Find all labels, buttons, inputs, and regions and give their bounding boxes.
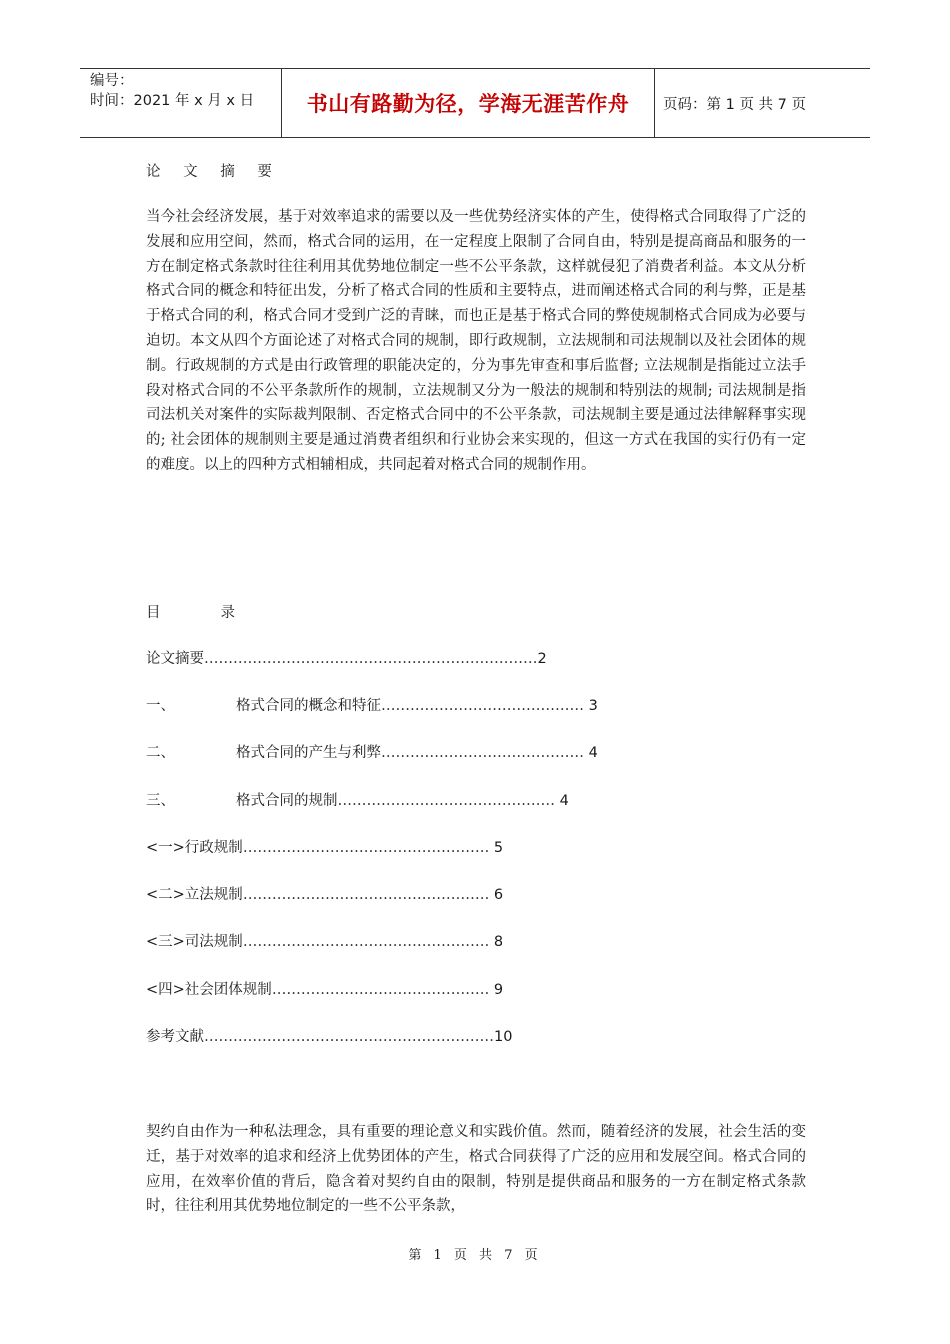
toc-entry-leader: ……………………………………………………	[204, 1029, 494, 1045]
body-paragraph: 契约自由作为一种私法理念，具有重要的理论意义和实践价值。然而，随着经济的发展，社会生活的变迁，基于对效率的追求和经济上优势团体的产生，格式合同获得了广泛的应用和发展空间。格式合同的应用，在效率价值的背后，隐含着对契约自由的限制，特别是提供商品和服务的一方在制定格式条款时，往往利用其优势地位制定的一些不公平条款，	[146, 1124, 806, 1215]
toc-entry-page: 5	[489, 840, 504, 856]
toc-entry	[146, 978, 503, 1002]
toc-entry-leader: ……………………………………………………………	[204, 651, 538, 667]
toc-entry-title: 论文摘要	[146, 651, 204, 667]
toc-title-right: 录	[220, 605, 235, 621]
toc-entry-number: 一、	[146, 698, 175, 714]
toc-title	[146, 601, 235, 622]
toc-entry-page: 8	[489, 934, 504, 950]
toc-entry-leader: ……………………………………………	[242, 934, 490, 950]
toc-entry-title: 格式合同的概念和特征	[236, 698, 381, 714]
toc-entry-page: 9	[489, 982, 504, 998]
toc-title-left: 目	[146, 605, 161, 621]
toc-entry	[146, 694, 598, 718]
toc-entry-title: 格式合同的产生与利弊	[236, 745, 381, 761]
toc-entry-leader: ………………………………………	[337, 793, 555, 809]
toc-entry-number: 三、	[146, 793, 175, 809]
toc-entry-title: <四>社会团体规制	[146, 982, 272, 998]
page-header	[80, 68, 870, 138]
motto: 书山有路勤为径，学海无涯苦作舟	[282, 69, 655, 137]
abstract-title: 论 文 摘 要	[146, 164, 281, 180]
toc-entry	[146, 883, 503, 907]
toc-entry-page: 4	[584, 745, 598, 761]
toc-entry-page: 6	[489, 887, 504, 903]
header-left-cell	[80, 69, 282, 137]
toc-entry-page: 4	[555, 793, 569, 809]
toc-entry	[146, 930, 503, 954]
toc-entry-leader: ……………………………………	[381, 745, 584, 761]
toc-entry	[146, 741, 598, 765]
toc-entry	[146, 789, 569, 813]
toc-entry-title: <三>司法规制	[146, 934, 243, 950]
toc-entry	[146, 647, 547, 671]
toc-entry-leader: ……………………………………	[381, 698, 584, 714]
toc-entry-number: 二、	[146, 745, 175, 761]
time-label: 时间：2021 年 x 月 x 日	[90, 93, 255, 109]
toc-entry-title: <一>行政规制	[146, 840, 243, 856]
toc-entry-page: 10	[494, 1029, 513, 1045]
toc-entry	[146, 836, 503, 860]
page-code: 页码：第 1 页 共 7 页	[663, 96, 806, 113]
page-footer: 第 1 页 共 7 页	[408, 1248, 542, 1263]
toc-entry-leader: ……………………………………………	[242, 840, 490, 856]
number-label: 编号：	[90, 73, 134, 89]
abstract-body: 当今社会经济发展，基于对效率追求的需要以及一些优势经济实体的产生，使得格式合同取得了广泛的发展和应用空间，然而，格式合同的运用，在一定程度上限制了合同自由，特别是提高商品和服务的一方在制定格式条款时往往利用其优势地位制定一些不公平条款，这样就侵犯了消费者利益。本文从分析格式合同的概念和特征出发，分析了格式合同的性质和主要特点，进而阐述格式合同的利与弊，正是基于格式合同的利，格式合同才受到广泛的青睐，而也正是基于格式合同的弊使规制格式合同成为必要与迫切。本文从四个方面论述了对格式合同的规制，即行政规制，立法规制和司法规制以及社会团体的规制。行政规制的方式是由行政管理的职能决定的，分为事先审查和事后监督; 立法规制是指能过立法手段对格式合同的不公平条款所作的规制，立法规制又分为一般法的规制和特别法的规制; 司法规制是指司法机关对案件的实际裁判限制、否定格式合同中的不公平条款，司法规制主要是通过法律解释事实现的; 社会团体的规制则主要是通过消费者组织和行业协会来实现的，但这一方式在我国的实行仍有一定的难度。以上的四种方式相辅相成，共同起着对格式合同的规制作用。	[146, 209, 806, 473]
toc-entry-title: 参考文献	[146, 1029, 204, 1045]
toc-entry-leader: ………………………………………	[271, 982, 490, 998]
toc-entry	[146, 1025, 512, 1049]
toc-entry-title: <二>立法规制	[146, 887, 243, 903]
toc-entry-page: 2	[537, 651, 547, 667]
toc-entry-page: 3	[584, 698, 598, 714]
toc-entry-title: 格式合同的规制	[236, 793, 338, 809]
toc-entry-leader: ……………………………………………	[242, 887, 490, 903]
